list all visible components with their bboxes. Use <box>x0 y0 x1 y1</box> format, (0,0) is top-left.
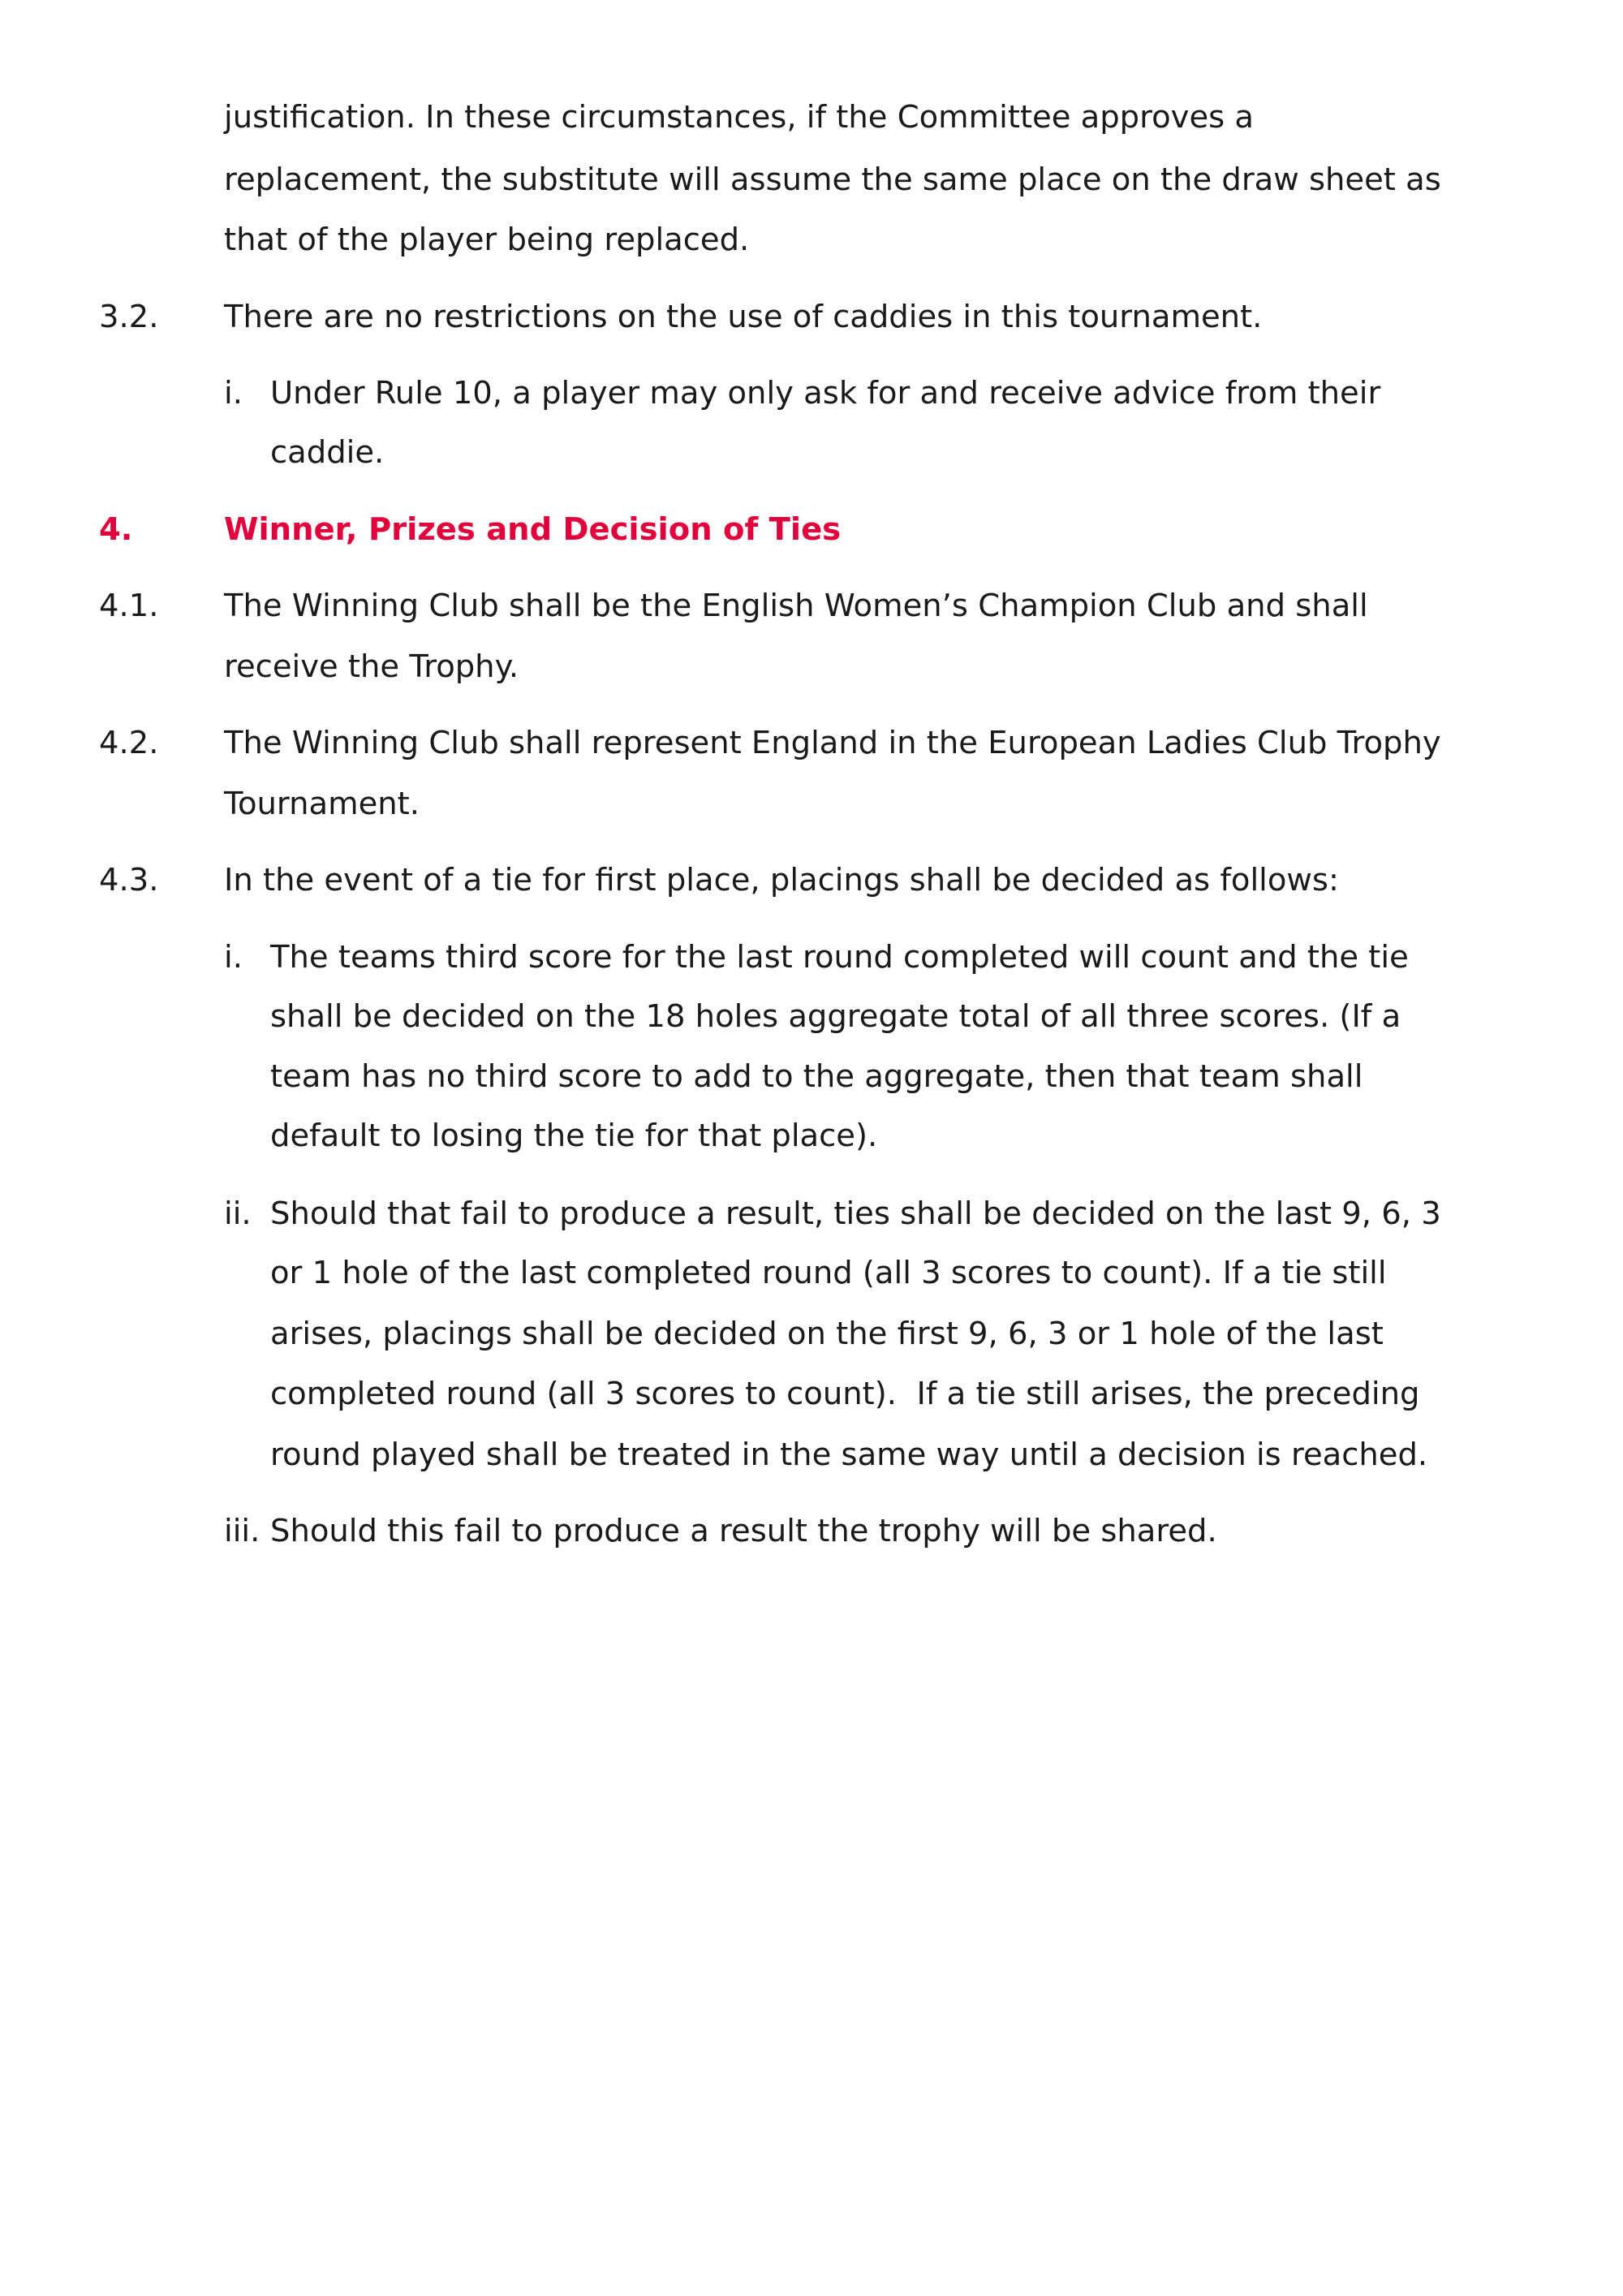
paragraph-line: justification. In these circumstances, if the Committee approves a <box>224 99 1255 136</box>
sub-item-text: shall be decided on the 18 holes aggregate total of all three scores. (If a <box>270 998 1401 1035</box>
sub-item-text: The teams third score for the last round completed will count and the tie <box>270 939 1409 976</box>
sub-item-text: team has no third score to add to the aggregate, then that team shall <box>270 1058 1363 1095</box>
sub-item-label: i. <box>224 375 243 411</box>
sub-item-label: ii. <box>224 1195 252 1232</box>
clause-text: In the event of a tie for first place, placings shall be decided as follows: <box>224 862 1339 898</box>
sub-item-text: default to losing the tie for that place). <box>270 1118 878 1154</box>
sub-item-text: Should this fail to produce a result the trophy will be shared. <box>270 1513 1217 1549</box>
clause-number: 3.2. <box>99 299 159 335</box>
sub-item-label: i. <box>224 939 243 976</box>
clause-text: The Winning Club shall represent England in the European Ladies Club Trophy <box>224 725 1441 761</box>
clause-text: receive the Trophy. <box>224 648 519 685</box>
clause-number: 4.2. <box>99 725 159 761</box>
paragraph-line: that of the player being replaced. <box>224 222 750 258</box>
clause-number: 4.3. <box>99 862 159 898</box>
clause-text: Tournament. <box>224 786 420 822</box>
section-number: 4. <box>99 511 133 548</box>
sub-item-text: Should that fail to produce a result, ties shall be decided on the last 9, 6, 3 <box>270 1195 1441 1232</box>
sub-item-text: or 1 hole of the last completed round (all 3 scores to count). If a tie still <box>270 1255 1387 1291</box>
paragraph-line: replacement, the substitute will assume the same place on the draw sheet as <box>224 162 1441 198</box>
clause-text: The Winning Club shall be the English Women’s Champion Club and shall <box>224 588 1368 624</box>
clause-text: There are no restrictions on the use of caddies in this tournament. <box>224 299 1263 335</box>
sub-item-text: round played shall be treated in the same way until a decision is reached. <box>270 1437 1428 1473</box>
clause-number: 4.1. <box>99 588 159 624</box>
section-heading: Winner, Prizes and Decision of Ties <box>224 511 842 548</box>
sub-item-text: caddie. <box>270 434 385 471</box>
sub-item-text: Under Rule 10, a player may only ask for and receive advice from their <box>270 375 1381 411</box>
sub-item-label: iii. <box>224 1513 260 1549</box>
sub-item-text: completed round (all 3 scores to count). If a tie still arises, the preceding <box>270 1376 1420 1412</box>
sub-item-text: arises, placings shall be decided on the first 9, 6, 3 or 1 hole of the last <box>270 1316 1384 1352</box>
